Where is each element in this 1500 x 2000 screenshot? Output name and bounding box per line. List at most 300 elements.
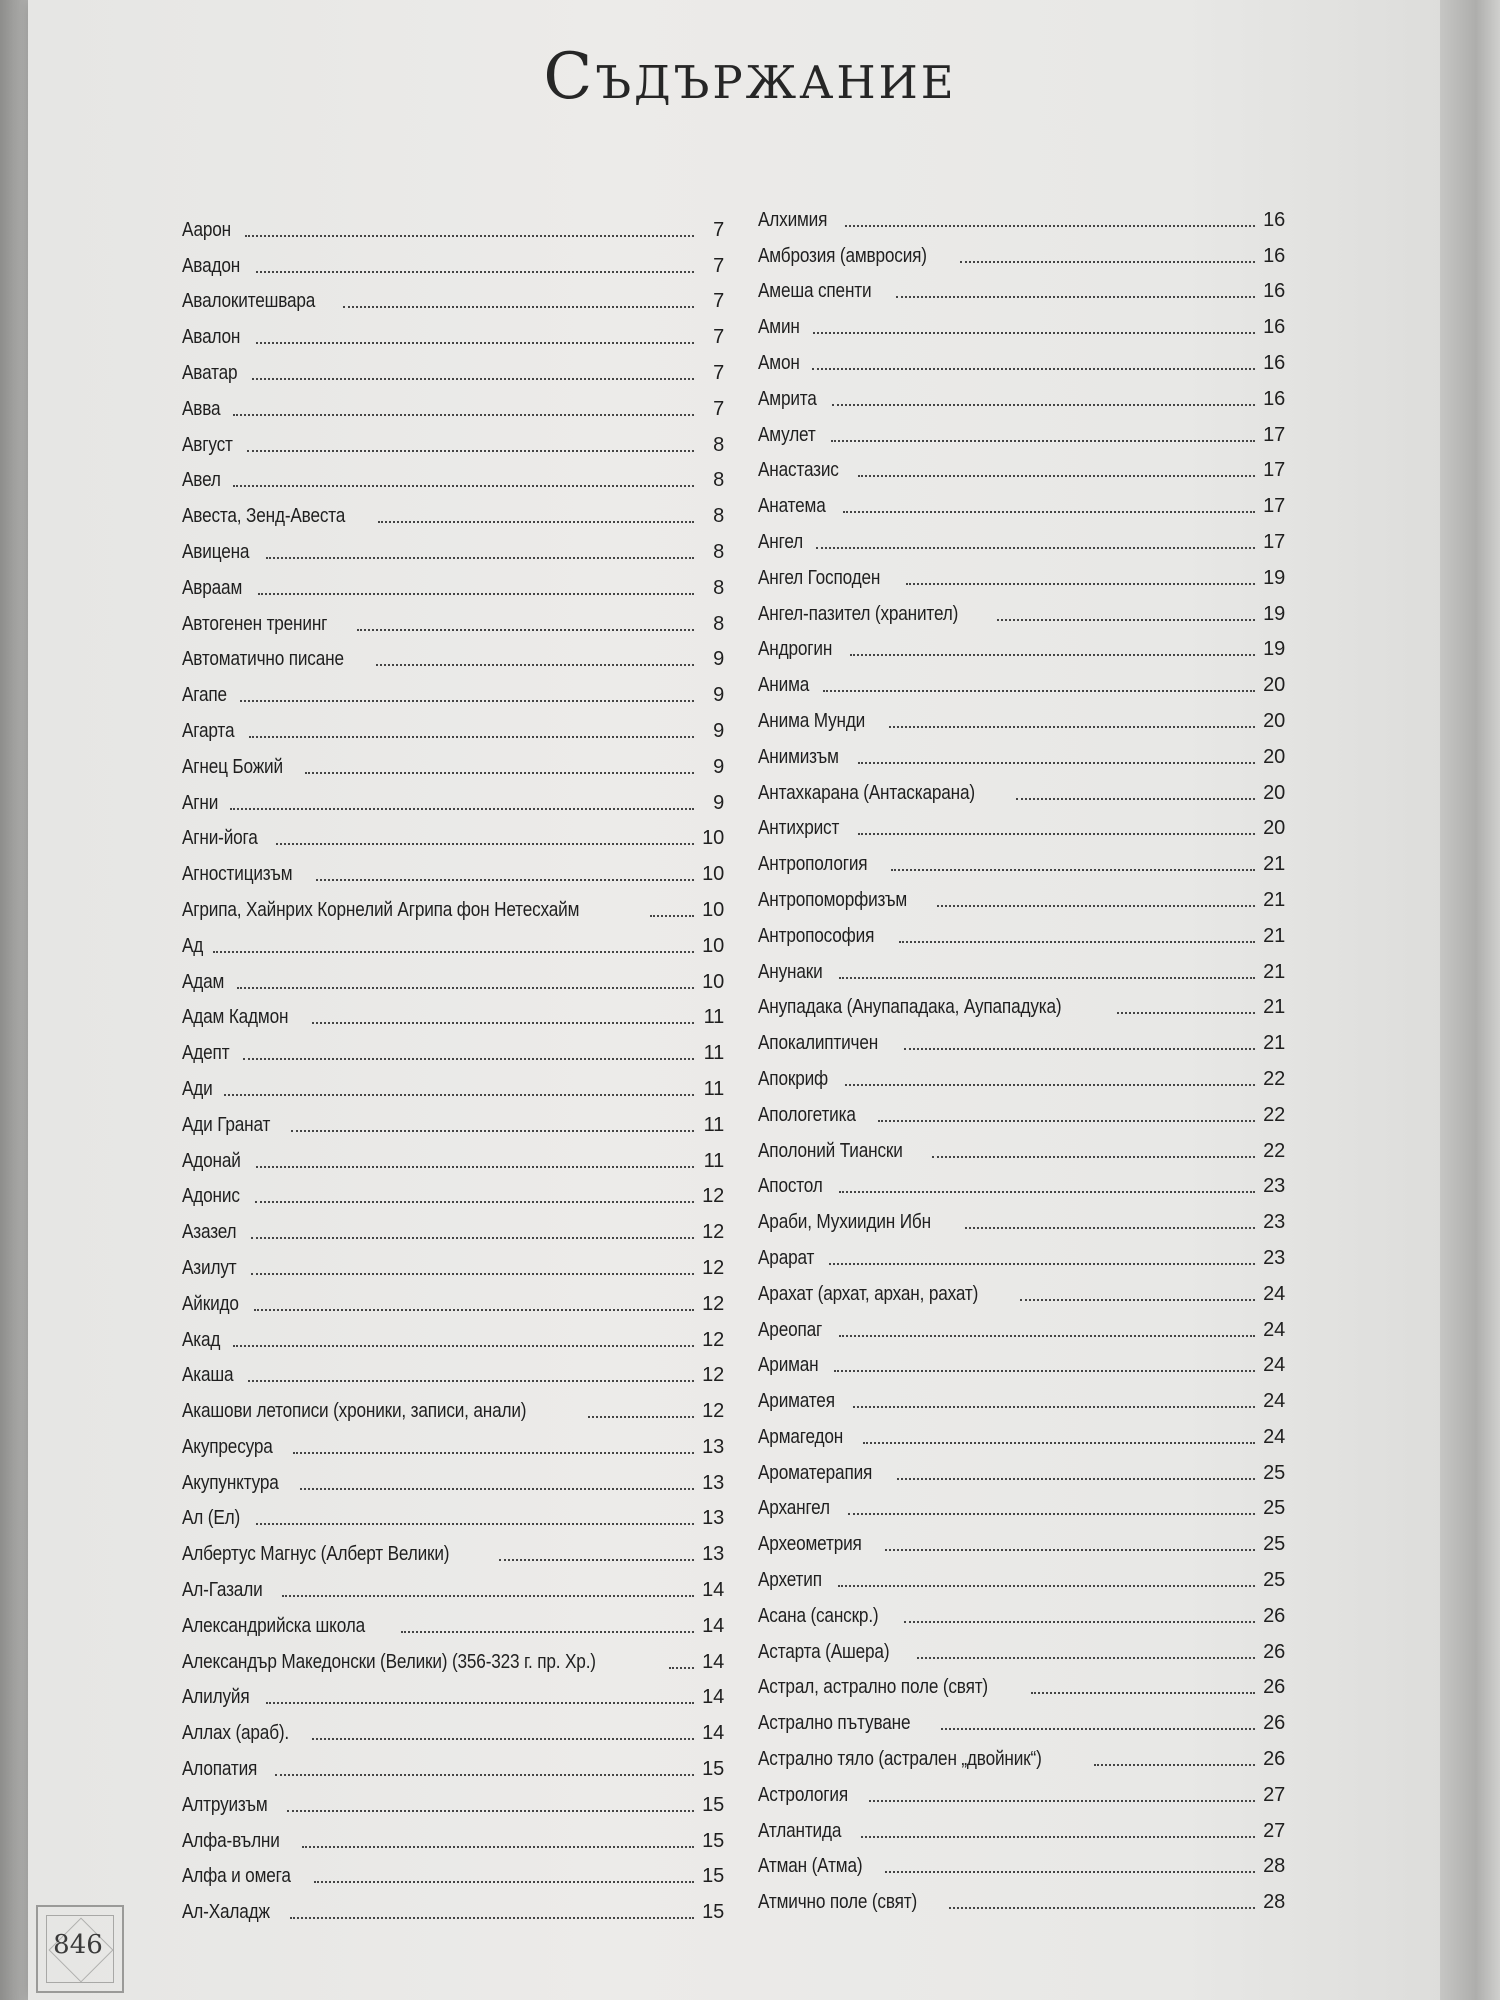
toc-entry [758, 912, 1285, 948]
toc-entry-term: Астрално пътуване [758, 1712, 911, 1735]
toc-entry-page: 20 [1263, 745, 1285, 768]
toc-entry-term: Август [182, 433, 233, 456]
toc-entry-page: 21 [1263, 924, 1285, 947]
toc-entry-page: 16 [1263, 387, 1285, 410]
dot-leader [378, 521, 694, 523]
dot-leader [251, 1237, 694, 1239]
toc-entry [182, 1888, 724, 1924]
toc-entry-term: Араби, Мухиидин Ибн [758, 1211, 931, 1234]
toc-entry [758, 232, 1285, 268]
toc-entry-term: Адонай [182, 1149, 241, 1172]
toc-entry [182, 1065, 724, 1101]
toc-entry-term: Адепт [182, 1042, 230, 1065]
dot-leader [885, 1549, 1255, 1551]
dot-leader [1117, 1012, 1255, 1014]
toc-entry-term: Асана (санскр.) [758, 1604, 879, 1627]
toc-entry [758, 1485, 1285, 1521]
dot-leader [853, 1406, 1255, 1408]
toc-entry-term: Астрал, астрално поле (свят) [758, 1676, 988, 1699]
toc-entry-page: 25 [1263, 1461, 1285, 1484]
dot-leader [997, 619, 1255, 621]
toc-entry-page: 19 [1263, 602, 1285, 625]
toc-entry-page: 20 [1263, 709, 1285, 732]
toc-entry-term: Азазел [182, 1221, 237, 1244]
toc-entry [182, 278, 724, 314]
toc-entry-term: Апостол [758, 1175, 823, 1198]
toc-entry [182, 1530, 724, 1566]
dot-leader [845, 1084, 1255, 1086]
toc-entry-page: 16 [1263, 208, 1285, 231]
dot-leader [258, 593, 694, 595]
toc-entry-page: 25 [1263, 1497, 1285, 1520]
page-title: Съдържание [543, 40, 957, 114]
dot-leader [312, 1738, 694, 1740]
toc-entry [758, 1699, 1285, 1735]
toc-entry-term: Агарта [182, 719, 235, 742]
toc-entry-term: Анатема [758, 495, 826, 518]
toc-entry-page: 12 [702, 1185, 724, 1208]
toc-entry-term: Адонис [182, 1185, 240, 1208]
toc-entry-page: 27 [1263, 1783, 1285, 1806]
dot-leader [314, 1881, 694, 1883]
toc-entry-term: Амеша спенти [758, 280, 872, 303]
toc-entry-page: 10 [702, 934, 724, 957]
dot-leader [949, 1907, 1255, 1909]
toc-entry-page: 24 [1263, 1354, 1285, 1377]
dot-leader [869, 1800, 1255, 1802]
toc-entry-page: 26 [1263, 1604, 1285, 1627]
dot-leader [941, 1728, 1255, 1730]
toc-entry [182, 886, 724, 922]
toc-entry-term: Архетип [758, 1569, 822, 1592]
toc-entry [182, 1781, 724, 1817]
toc-entry-term: Астрология [758, 1783, 848, 1806]
toc-entry [182, 1387, 724, 1423]
toc-entry [182, 1101, 724, 1137]
toc-entry [182, 385, 724, 421]
dot-leader [858, 833, 1255, 835]
toc-entry-page: 24 [1263, 1282, 1285, 1305]
toc-entry-page: 14 [702, 1650, 724, 1673]
dot-leader [276, 843, 694, 845]
toc-entry-term: Айкидо [182, 1292, 239, 1315]
dot-leader [906, 583, 1255, 585]
toc-entry [758, 482, 1285, 518]
dot-leader [917, 1657, 1255, 1659]
toc-entry-term: Атмично поле (свят) [758, 1891, 918, 1914]
toc-entry [758, 411, 1285, 447]
dot-leader [275, 1774, 694, 1776]
dot-leader [899, 941, 1255, 943]
toc-entry [758, 518, 1285, 554]
toc-entry [758, 876, 1285, 912]
toc-entry [758, 1664, 1285, 1700]
toc-entry [758, 339, 1285, 375]
toc-entry-term: Апокриф [758, 1067, 829, 1090]
dot-leader [878, 1120, 1255, 1122]
toc-entry-page: 11 [703, 1113, 724, 1136]
toc-entry-term: Архангел [758, 1497, 830, 1520]
toc-entry-page: 27 [1263, 1819, 1285, 1842]
toc-entry [758, 375, 1285, 411]
dot-leader [904, 1621, 1255, 1623]
toc-entry [758, 1807, 1285, 1843]
dot-leader [376, 664, 694, 666]
toc-entry-term: Агнец Божий [182, 755, 283, 778]
toc-entry-term: Автоматично писане [182, 648, 344, 671]
toc-entry-page: 7 [713, 326, 724, 349]
toc-entry-page: 8 [713, 612, 724, 635]
toc-entry-term: Агни-йога [182, 827, 258, 850]
binding-edge [0, 0, 28, 2000]
dot-leader [247, 450, 694, 452]
toc-entry [182, 528, 724, 564]
dot-leader [897, 1478, 1255, 1480]
toc-entry-page: 25 [1263, 1533, 1285, 1556]
toc-entry [182, 1137, 724, 1173]
dot-leader [960, 261, 1255, 263]
toc-entry-term: Ад [182, 934, 204, 957]
toc-right-column [758, 196, 1285, 1914]
toc-entry [182, 1459, 724, 1495]
toc-entry [758, 1735, 1285, 1771]
toc-entry [182, 1208, 724, 1244]
toc-entry-page: 9 [713, 684, 724, 707]
toc-entry [182, 922, 724, 958]
toc-entry [758, 1413, 1285, 1449]
dot-leader [248, 1380, 694, 1382]
dot-leader [237, 987, 694, 989]
toc-entry-term: Ароматерапия [758, 1461, 873, 1484]
toc-entry-term: Акашови летописи (хроники, записи, анали) [182, 1400, 527, 1423]
toc-entry-term: Алфа и омега [182, 1865, 291, 1888]
toc-entry [182, 815, 724, 851]
toc-entry [182, 421, 724, 457]
toc-entry-page: 22 [1263, 1067, 1285, 1090]
toc-entry-term: Астарта (Ашера) [758, 1640, 890, 1663]
toc-entry-page: 14 [702, 1579, 724, 1602]
dot-leader [845, 225, 1255, 227]
toc-entry-page: 15 [702, 1793, 724, 1816]
toc-entry [182, 1173, 724, 1209]
toc-entry [758, 1771, 1285, 1807]
toc-entry-term: Амброзия (амвросия) [758, 244, 927, 267]
toc-entry [182, 349, 724, 385]
toc-entry-term: Авеста, Зенд-Авеста [182, 505, 346, 528]
toc-entry-page: 13 [702, 1507, 724, 1530]
toc-entry-term: Анупадака (Анупападака, Аупападука) [758, 996, 1062, 1019]
dot-leader [861, 1836, 1255, 1838]
dot-leader [255, 1201, 694, 1203]
toc-entry-term: Агрипа, Хайнрих Корнелий Агрипа фон Нетесхайм [182, 898, 580, 921]
toc-entry-page: 14 [702, 1722, 724, 1745]
toc-entry-page: 12 [702, 1221, 724, 1244]
toc-entry [758, 1234, 1285, 1270]
dot-leader [401, 1631, 694, 1633]
toc-entry-page: 10 [702, 970, 724, 993]
toc-entry [182, 994, 724, 1030]
dot-leader [904, 1048, 1255, 1050]
toc-entry-page: 20 [1263, 781, 1285, 804]
toc-entry [758, 840, 1285, 876]
toc-entry [758, 1091, 1285, 1127]
dot-leader [838, 1585, 1255, 1587]
toc-entry-term: Агностицизъм [182, 863, 293, 886]
toc-entry-term: Александрийска школа [182, 1614, 365, 1637]
toc-entry-page: 21 [1263, 996, 1285, 1019]
toc-entry-page: 9 [713, 719, 724, 742]
toc-entry [758, 1306, 1285, 1342]
dot-leader [254, 1309, 694, 1311]
toc-entry-page: 11 [703, 1006, 724, 1029]
toc-entry-term: Атман (Атма) [758, 1855, 863, 1878]
dot-leader [832, 404, 1255, 406]
toc-entry [758, 1377, 1285, 1413]
toc-entry-page: 9 [713, 791, 724, 814]
toc-entry-page: 10 [702, 827, 724, 850]
toc-entry-term: Ангел [758, 530, 804, 553]
toc-entry-page: 28 [1263, 1855, 1285, 1878]
toc-entry [182, 1029, 724, 1065]
toc-entry-page: 15 [702, 1865, 724, 1888]
toc-entry-page: 7 [713, 254, 724, 277]
toc-entry-page: 24 [1263, 1425, 1285, 1448]
toc-entry-page: 7 [713, 218, 724, 241]
dot-leader [650, 915, 694, 917]
toc-entry-term: Апокалиптичен [758, 1032, 879, 1055]
toc-entry-term: Анима Мунди [758, 709, 866, 732]
dot-leader [858, 762, 1255, 764]
toc-entry-term: Антропология [758, 853, 868, 876]
toc-entry-term: Ариман [758, 1354, 819, 1377]
toc-entry [758, 1019, 1285, 1055]
toc-entry-term: Антропософия [758, 924, 875, 947]
toc-entry [758, 1127, 1285, 1163]
dot-leader [839, 1191, 1255, 1193]
dot-leader [812, 368, 1255, 370]
toc-entry-term: Амин [758, 316, 800, 339]
dot-leader [240, 700, 694, 702]
dot-leader [282, 1595, 694, 1597]
toc-entry-term: Амон [758, 351, 800, 374]
toc-entry-page: 8 [713, 433, 724, 456]
toc-entry-term: Антахкарана (Антаскарана) [758, 781, 975, 804]
dot-leader [937, 905, 1255, 907]
toc-entry-term: Авицена [182, 540, 250, 563]
dot-leader [843, 511, 1255, 513]
dot-leader [816, 547, 1255, 549]
toc-entry [758, 1055, 1285, 1091]
toc-entry-page: 14 [702, 1686, 724, 1709]
toc-entry-page: 24 [1263, 1318, 1285, 1341]
toc-entry-term: Амулет [758, 423, 816, 446]
toc-entry-term: Агапе [182, 684, 227, 707]
toc-entry-term: Атлантида [758, 1819, 842, 1842]
toc-entry [182, 1495, 724, 1531]
toc-entry-term: Акад [182, 1328, 221, 1351]
toc-entry-page: 26 [1263, 1748, 1285, 1771]
toc-entry-term: Авадон [182, 254, 241, 277]
dot-leader [889, 726, 1255, 728]
toc-entry-term: Ангел-пазител (хранител) [758, 602, 959, 625]
toc-entry [758, 1449, 1285, 1485]
dot-leader [233, 485, 694, 487]
dot-leader [230, 808, 694, 810]
toc-entry-term: Ал-Халадж [182, 1901, 270, 1924]
toc-entry-term: Ал-Газали [182, 1579, 263, 1602]
toc-entry-page: 8 [713, 576, 724, 599]
toc-entry-page: 22 [1263, 1139, 1285, 1162]
dot-leader [823, 690, 1255, 692]
toc-entry [758, 1198, 1285, 1234]
toc-entry [182, 1352, 724, 1388]
dot-leader [834, 1370, 1255, 1372]
toc-entry-page: 21 [1263, 888, 1285, 911]
dot-leader [863, 1442, 1255, 1444]
toc-entry [758, 1556, 1285, 1592]
page-edge [1440, 0, 1500, 2000]
toc-entry-page: 13 [702, 1435, 724, 1458]
toc-entry-term: Анунаки [758, 960, 823, 983]
toc-entry-page: 7 [713, 290, 724, 313]
dot-leader [243, 1058, 694, 1060]
toc-entry-term: Ангел Господен [758, 566, 881, 589]
toc-entry-page: 17 [1263, 530, 1285, 553]
toc-entry-page: 21 [1263, 1032, 1285, 1055]
toc-entry [758, 1520, 1285, 1556]
toc-entry [758, 268, 1285, 304]
toc-entry-page: 19 [1263, 566, 1285, 589]
dot-leader [858, 475, 1255, 477]
dot-leader [252, 378, 694, 380]
toc-entry-page: 11 [703, 1042, 724, 1065]
dot-leader [885, 1871, 1255, 1873]
dot-leader [848, 1513, 1255, 1515]
toc-entry [182, 1280, 724, 1316]
dot-leader [256, 271, 694, 273]
toc-entry-page: 24 [1263, 1390, 1285, 1413]
toc-entry [182, 564, 724, 600]
toc-entry-term: Аватар [182, 361, 238, 384]
toc-entry-term: Алтруизъм [182, 1793, 268, 1816]
toc-entry-term: Апологетика [758, 1103, 856, 1126]
toc-entry-term: Азилут [182, 1256, 237, 1279]
dot-leader [251, 1273, 694, 1275]
dot-leader [839, 977, 1255, 979]
toc-entry [182, 457, 724, 493]
toc-entry-page: 13 [702, 1471, 724, 1494]
toc-entry [182, 600, 724, 636]
toc-entry-term: Арахат (архат, архан, рахат) [758, 1282, 979, 1305]
dot-leader [291, 1130, 694, 1132]
toc-entry [758, 769, 1285, 805]
toc-entry-term: Армагедон [758, 1425, 844, 1448]
toc-entry-page: 20 [1263, 674, 1285, 697]
dot-leader [829, 1263, 1255, 1265]
dot-leader [290, 1917, 694, 1919]
dot-leader [965, 1227, 1255, 1229]
toc-entry-page: 7 [713, 361, 724, 384]
dot-leader [831, 440, 1255, 442]
toc-entry-term: Авраам [182, 576, 243, 599]
dot-leader [813, 332, 1255, 334]
toc-entry-page: 23 [1263, 1175, 1285, 1198]
toc-left-column [182, 206, 724, 1924]
toc-entry [182, 850, 724, 886]
toc-entry-page: 13 [702, 1543, 724, 1566]
toc-entry-term: Археометрия [758, 1533, 862, 1556]
toc-entry-term: Анимизъм [758, 745, 839, 768]
toc-entry-page: 10 [702, 898, 724, 921]
dot-leader [256, 1523, 695, 1525]
toc-entry-page: 15 [702, 1758, 724, 1781]
dot-leader [312, 1022, 694, 1024]
toc-entry [182, 1423, 724, 1459]
toc-entry-page: 7 [713, 397, 724, 420]
dot-leader [316, 879, 694, 881]
toc-entry-page: 14 [702, 1614, 724, 1637]
toc-entry-term: Алопатия [182, 1758, 258, 1781]
toc-entry-term: Астрално тяло (астрален „двойник“) [758, 1748, 1042, 1771]
toc-entry-term: Агни [182, 791, 219, 814]
page-number: 846 [53, 1930, 103, 1960]
dot-leader [213, 951, 694, 953]
dot-leader [302, 1846, 694, 1848]
dot-leader [293, 1452, 694, 1454]
toc-entry-term: Антропоморфизъм [758, 888, 908, 911]
dot-leader [1016, 798, 1255, 800]
toc-entry-term: Албертус Магнус (Алберт Велики) [182, 1543, 450, 1566]
dot-leader [896, 296, 1255, 298]
toc-entry-page: 21 [1263, 960, 1285, 983]
toc-entry-page: 22 [1263, 1103, 1285, 1126]
toc-entry-page: 26 [1263, 1712, 1285, 1735]
toc-entry-term: Арарат [758, 1246, 815, 1269]
toc-entry [758, 303, 1285, 339]
toc-entry-term: Алилуйя [182, 1686, 250, 1709]
dot-leader [287, 1810, 694, 1812]
toc-entry-page: 11 [703, 1077, 724, 1100]
toc-entry [182, 636, 724, 672]
toc-entry [182, 958, 724, 994]
toc-entry-term: Адам [182, 970, 225, 993]
toc-entry [758, 1270, 1285, 1306]
toc-entry-page: 23 [1263, 1211, 1285, 1234]
dot-leader [499, 1559, 694, 1561]
toc-entry-page: 10 [702, 863, 724, 886]
toc-entry-page: 17 [1263, 495, 1285, 518]
toc-entry [182, 1853, 724, 1889]
toc-entry-term: Алфа-вълни [182, 1829, 280, 1852]
toc-entry [758, 447, 1285, 483]
toc-entry-page: 9 [713, 755, 724, 778]
toc-entry-page: 25 [1263, 1569, 1285, 1592]
toc-entry-page: 8 [713, 540, 724, 563]
toc-entry-term: Акаша [182, 1364, 234, 1387]
toc-entry-page: 28 [1263, 1891, 1285, 1914]
toc-entry [758, 984, 1285, 1020]
dot-leader [266, 557, 694, 559]
dot-leader [891, 869, 1255, 871]
dot-leader [266, 1702, 694, 1704]
dot-leader [256, 1166, 694, 1168]
toc-entry [182, 1745, 724, 1781]
toc-entry [758, 1628, 1285, 1664]
toc-entry [182, 1316, 724, 1352]
toc-entry-term: Акупунктура [182, 1471, 279, 1494]
toc-entry [182, 1566, 724, 1602]
toc-entry [182, 707, 724, 743]
